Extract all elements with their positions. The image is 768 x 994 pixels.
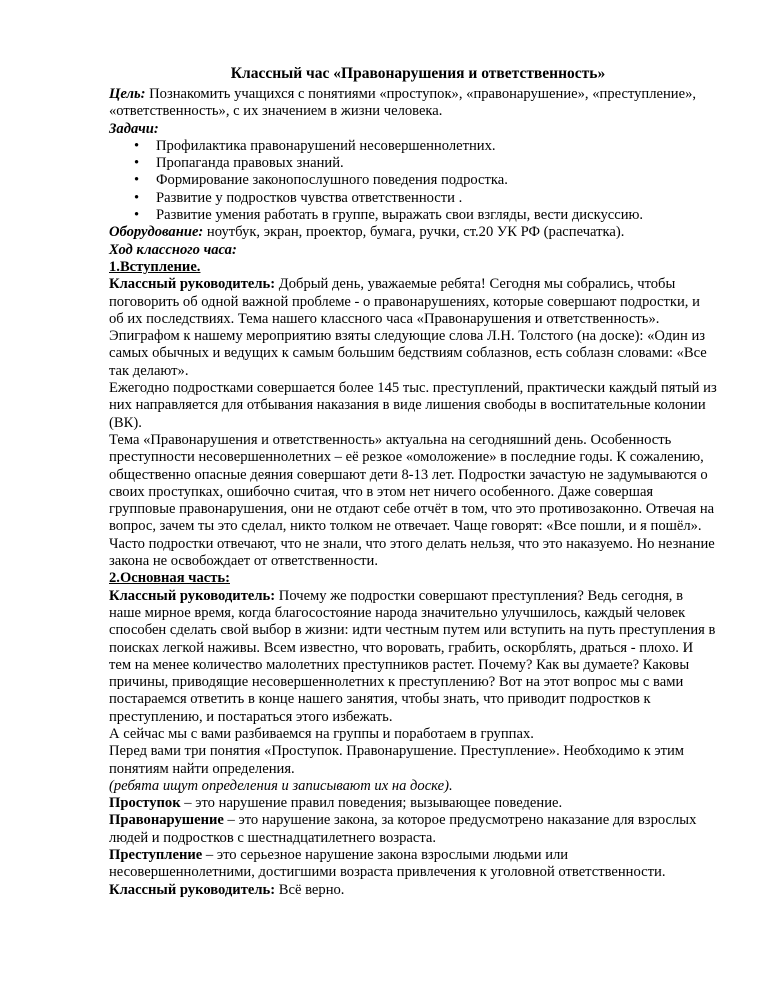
bullet-icon: • bbox=[134, 207, 140, 224]
bullet-icon: • bbox=[134, 137, 140, 154]
topic-paragraph: Тема «Правонарушения и ответственность» актуальна на сегодняшний день. Особенность преступности несовершеннолетних – её резкое «омоложение» в последние годы. К сожалению, общественно опасные деяния совершают дети 8-13 лет. Подростки зачастую не задумываются о своих проступках, ошибочно считая, что в этом нет ничего особенного. Даже совершая групповые правонарушения, они не отдают себе отчёт в том, что это противозаконно. Отвечая на вопрос, зачем ты это сделал, никто толком не отвечает. Чаще говорят: «Все пошли, и я пошёл». Часто подростки отвечают, что не знали, что этого делать нельзя, что это наказуемо. Но незнание закона не освобождает от ответственности. bbox=[109, 431, 715, 570]
section1-heading: 1.Вступление. bbox=[109, 258, 201, 275]
epigraph-paragraph: Эпиграфом к нашему мероприятию взяты следующие слова Л.Н. Толстого (на доске): «Один из самых обычных и ведущих к самым большим бедствиям соблазнов, есть соблазн словами: «Все так делают». bbox=[109, 328, 707, 379]
section2-speech: Классный руководитель: Почему же подростки совершают преступления? Ведь сегодня, в наше мирное время, когда благосостояние народа значительно улучшилось, каждый человек способен сделать свой выбор в жизни: идти честным путем или вступить на путь преступления в поисках легкой наживы. Всем известно, что воровать, грабить, оскорблять, драться - плохо. И тем на менее количество малолетних преступников растет. Почему? Как вы думаете? Каковы причины, приводящие несовершеннолетних к преступлению? Вот на этот вопрос мы с вами постараемся ответить в конце нашего занятия, чтобы знать, что приводит подростков к преступлению, и постараться этого избежать. bbox=[109, 587, 716, 725]
document-page bbox=[109, 64, 717, 899]
equipment-paragraph bbox=[109, 224, 717, 241]
speaker-label: Классный руководитель: bbox=[109, 276, 276, 293]
section1-speech: Классный руководитель: Добрый день, уважаемые ребята! Сегодня мы собрались, чтобы поговорить об одной важной проблеме - о правонарушениях, которые совершают подростки, и об их последствиях. Тема нашего классного часа «Правонарушения и ответственность». bbox=[109, 276, 700, 327]
equipment-label: Оборудование: bbox=[109, 224, 204, 241]
goal-paragraph bbox=[109, 86, 717, 121]
list-item: • Развитие у подростков чувства ответственности . bbox=[134, 189, 463, 206]
equipment-text: ноутбук, экран, проектор, бумага, ручки, ст.20 УК РФ (распечатка). bbox=[203, 224, 625, 241]
section2-heading: 2.Основная часть: bbox=[109, 570, 230, 587]
final-speech: Классный руководитель: Всё верно. bbox=[109, 881, 345, 898]
statistics-paragraph: Ежегодно подростками совершается более 145 тыс. преступлений, практически каждый пятый из них направляется для отбывания наказания в виде лишения свободы в воспитательные колонии (ВК). bbox=[109, 380, 717, 431]
list-item: • Пропаганда правовых знаний. bbox=[134, 155, 344, 172]
bullet-icon: • bbox=[134, 172, 140, 189]
tasks-list bbox=[109, 138, 717, 224]
page-title: Классный час «Правонарушения и ответственность» bbox=[230, 65, 606, 82]
bullet-icon: • bbox=[134, 155, 140, 172]
speaker-label: Классный руководитель: bbox=[109, 881, 276, 898]
course-heading: Ход классного часа: bbox=[109, 241, 237, 258]
definition-misdemeanor: Проступок – это нарушение правил поведения; вызывающее поведение. bbox=[109, 795, 563, 812]
definition-offense: Правонарушение – это нарушение закона, за которое предусмотрено наказание для взрослых людей и подростков с шестнадцатилетнего возраста. bbox=[109, 812, 697, 846]
list-item: • Формирование законопослушного поведения подростка. bbox=[134, 172, 508, 189]
definition-crime: Преступление – это серьезное нарушение закона взрослыми людьми или несовершеннолетними, достигшими возраста привлечения к уголовной ответственности. bbox=[109, 847, 666, 881]
note-paragraph: (ребята ищут определения и записывают их на доске). bbox=[109, 777, 453, 794]
bullet-icon: • bbox=[134, 189, 140, 206]
concepts-paragraph: Перед вами три понятия «Проступок. Правонарушение. Преступление». Необходимо к этим понятиям найти определения. bbox=[109, 743, 685, 777]
tasks-label: Задачи: bbox=[109, 120, 159, 137]
goal-label: Цель: bbox=[109, 86, 146, 102]
groups-paragraph: А сейчас мы с вами разбиваемся на группы и поработаем в группах. bbox=[109, 725, 534, 742]
speaker-label: Классный руководитель: bbox=[109, 587, 276, 604]
list-item: • Профилактика правонарушений несовершеннолетних. bbox=[134, 137, 496, 154]
goal-text: Познакомить учащихся с понятиями «проступок», «правонарушение», «преступление», «ответственность», с их значением в жизни человека. bbox=[109, 86, 697, 120]
list-item: • Развитие умения работать в группе, выражать свои взгляды, вести дискуссию. bbox=[134, 207, 644, 224]
